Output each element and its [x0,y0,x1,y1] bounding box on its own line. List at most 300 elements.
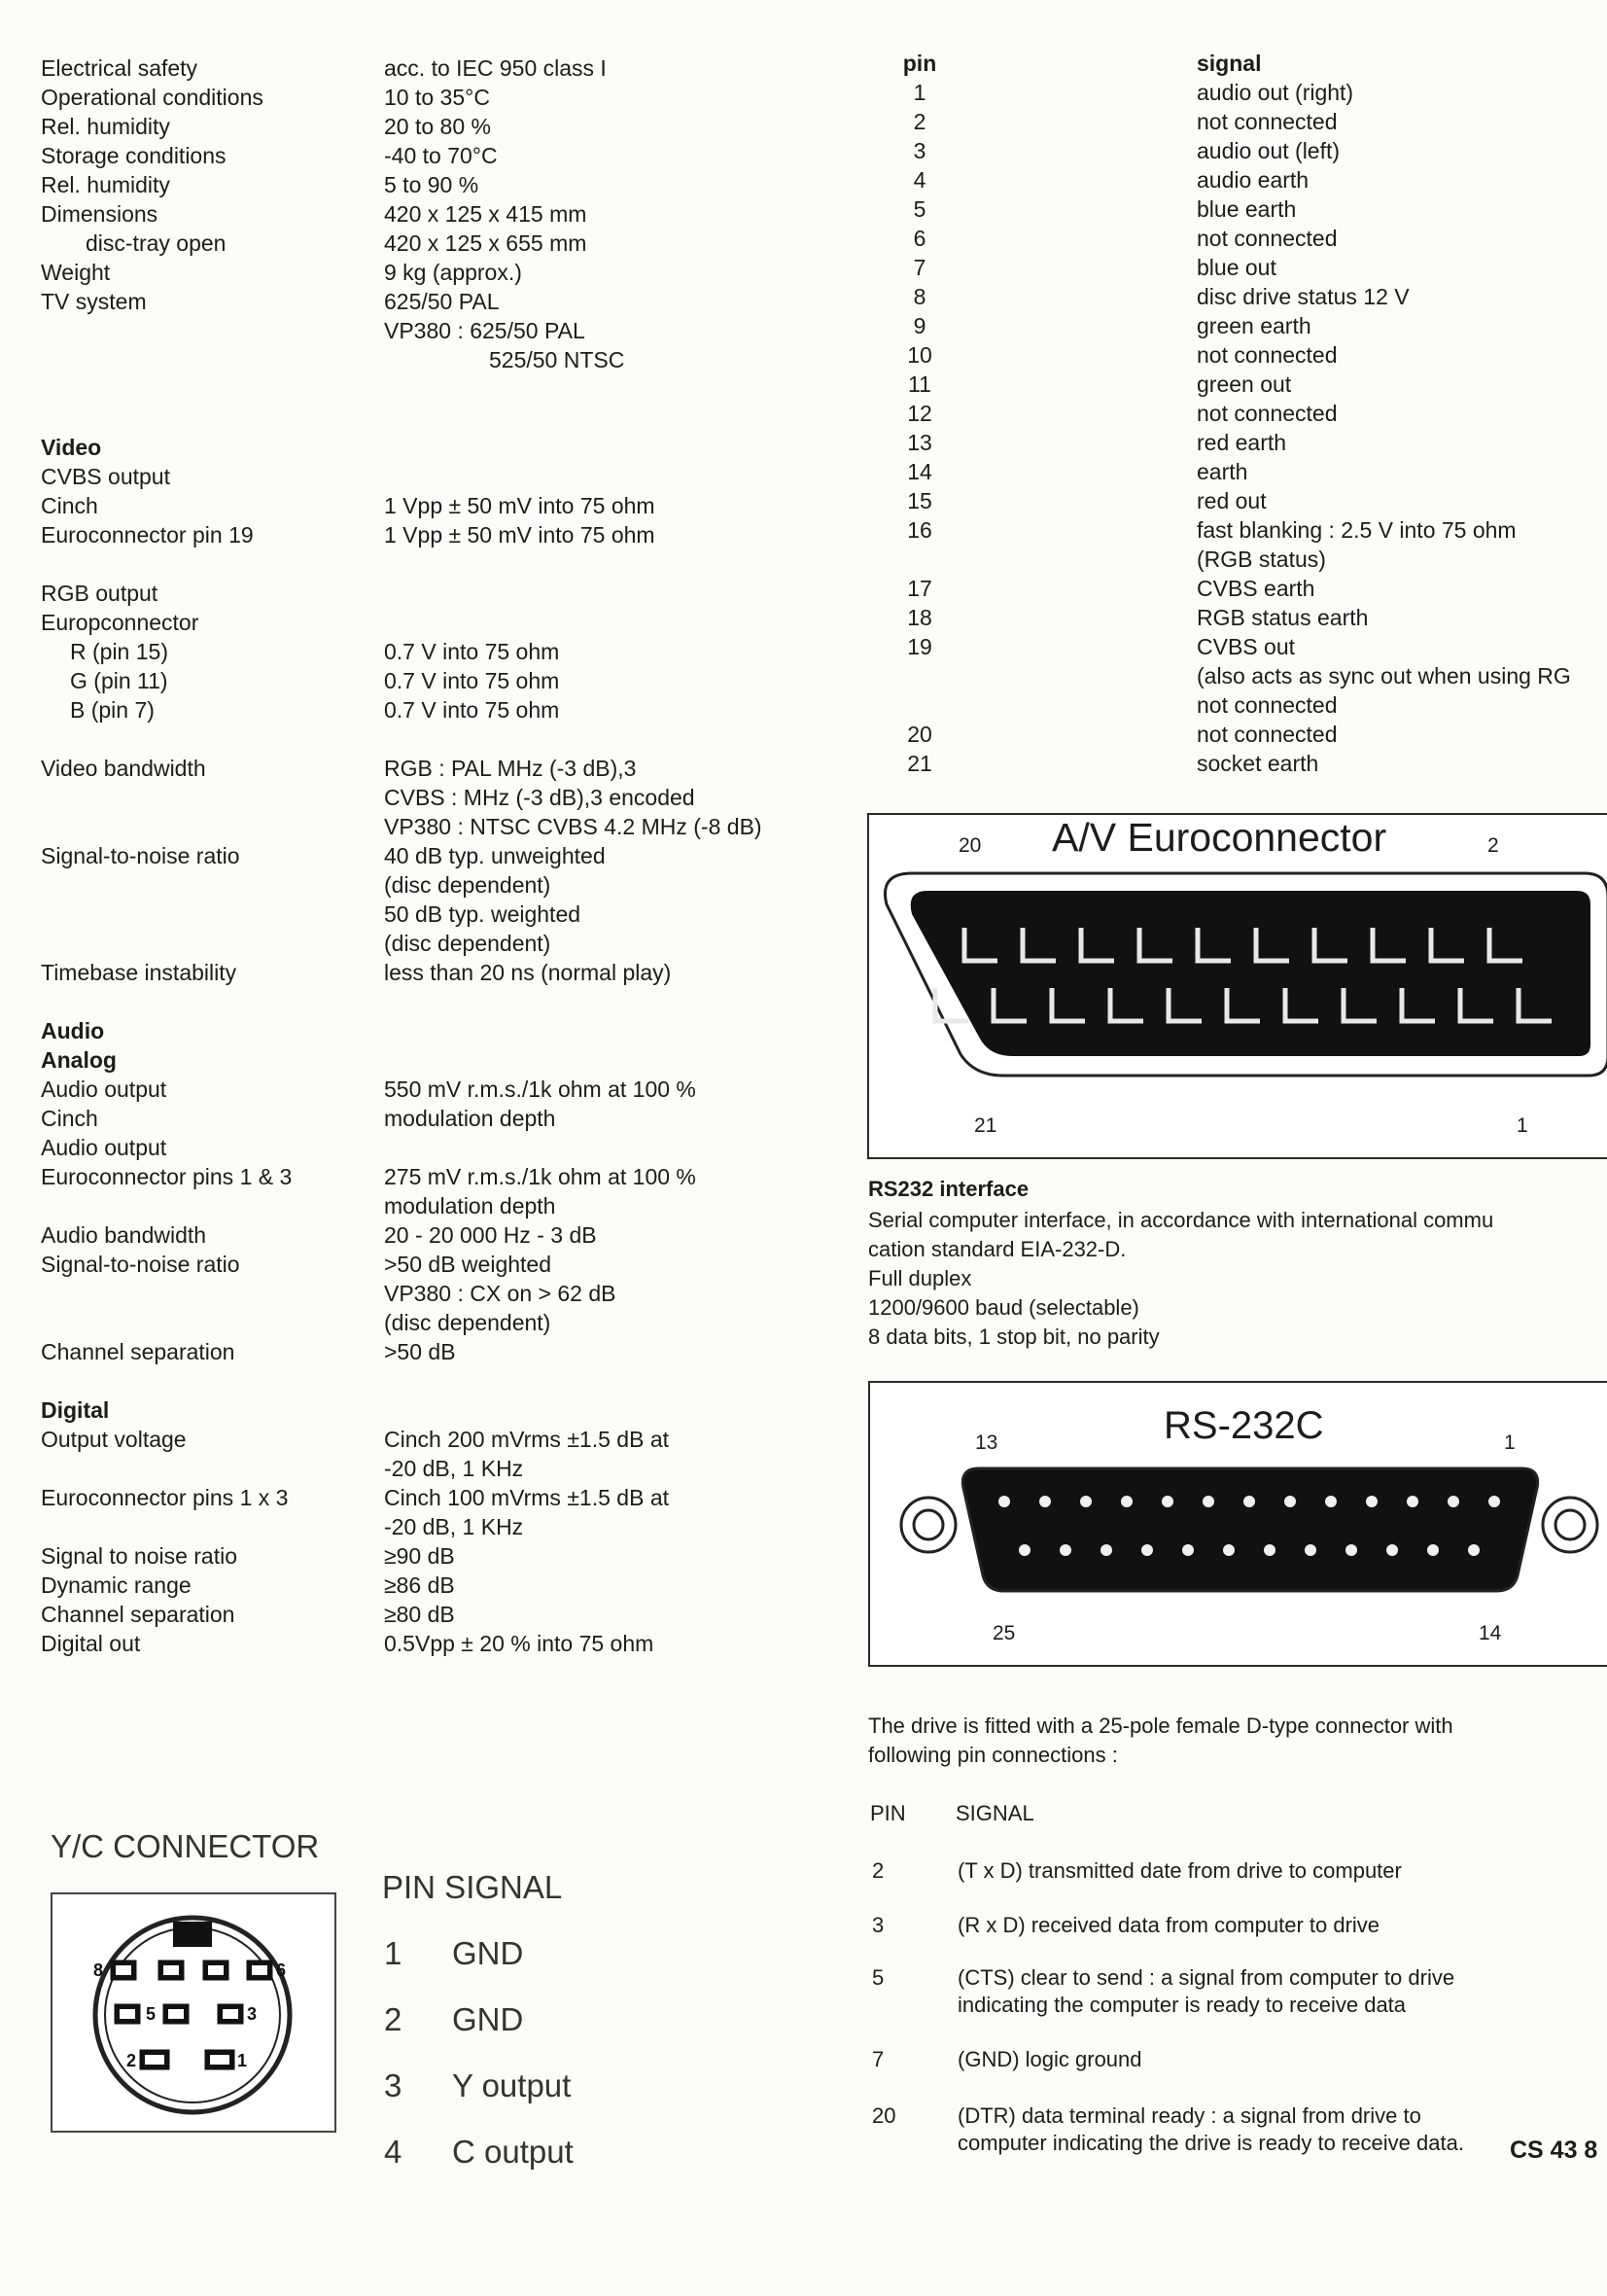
pin-number: 2 [913,109,926,134]
pin-number: 1 [913,80,926,105]
spec-label: R (pin 15) [70,639,168,664]
spec-row [41,608,819,637]
db25-pin [1264,1544,1275,1556]
spec-label: G (pin 11) [70,668,168,693]
db25-pin [1427,1544,1439,1556]
spec-label: RGB output [41,581,158,606]
spec-value: 1 Vpp ± 50 mV into 75 ohm [384,522,655,548]
rs232-signal-desc-line: (R x D) received data from computer to drive [958,1913,1380,1937]
spec-value: modulation depth [384,1106,556,1131]
spec-value: CVBS : MHz (-3 dB),3 encoded [384,785,695,810]
spec-row [41,870,819,900]
pin-row [899,282,1607,311]
yc-pin-row [384,2001,637,2040]
spec-row [41,1600,819,1629]
pin-signal: CVBS earth [1197,576,1315,601]
rs232-signal-desc-line: computer indicating the drive is ready to receive data. [958,2131,1464,2155]
pin-number: 8 [913,284,926,309]
spec-row [41,404,819,433]
av-label-1: 1 [1517,1114,1528,1137]
rs232-signal-pin: 5 [872,1965,885,1990]
av-title: A/V Euroconnector [1052,815,1387,860]
pin-row [899,428,1607,457]
pin-signal: not connected [1197,692,1338,718]
spec-value: 0.7 V into 75 ohm [384,639,560,664]
footer-code: CS 43 8 [1510,2137,1598,2164]
rs232-signal-desc [958,1964,1454,2019]
pin-table-header [899,49,1607,78]
spec-row [41,1045,819,1075]
yc-pin-5: 5 [146,2004,157,2024]
pin-signal: fast blanking : 2.5 V into 75 ohm [1197,517,1517,543]
spec-row [41,462,819,491]
pin-number: 15 [907,488,932,513]
spec-label: Electrical safety [41,55,198,81]
spec-label: Rel. humidity [41,114,170,139]
yc-pin-number: 2 [384,2001,402,2037]
rs232-signal-pin: 3 [872,1913,885,1937]
spec-value: Cinch 200 mVrms ±1.5 dB at [384,1427,670,1452]
av-euroconnector-diagram [867,813,1607,1159]
spec-row [41,1162,819,1191]
yc-pin-1: 1 [237,2051,248,2070]
spec-label: Audio bandwidth [41,1222,207,1248]
db25-pin [1019,1544,1031,1556]
db25-pin [998,1496,1010,1507]
spec-label: Signal-to-noise ratio [41,1252,240,1277]
pin-signal: audio earth [1197,167,1310,193]
pin-row [899,574,1607,603]
spec-label: Dimensions [41,201,158,227]
rs232-label-1: 1 [1504,1431,1516,1454]
pin-signal: (RGB status) [1197,547,1326,572]
spec-label: Audio [41,1018,105,1043]
pin-number: 18 [907,605,932,630]
pin-number: 7 [913,255,926,280]
spec-label: Signal-to-noise ratio [41,843,240,868]
spec-row [41,141,819,170]
spec-value: (disc dependent) [384,1310,551,1335]
spec-value: -20 dB, 1 KHz [384,1456,524,1481]
spec-value: >50 dB [384,1339,456,1364]
db25-pin [1448,1496,1459,1507]
pin-number: 6 [913,226,926,251]
yc-pin-signal: GND [452,2001,524,2037]
db25-pin [1060,1544,1071,1556]
pin-number: 9 [913,313,926,338]
db25-pin [1141,1544,1153,1556]
yc-pin-number: 3 [384,2067,402,2103]
spec-row [41,900,819,929]
pin-signal: not connected [1197,722,1338,747]
rs232-col-signal: SIGNAL [956,1801,1034,1825]
rs232-heading: RS232 interface [868,1177,1030,1201]
spec-label: Output voltage [41,1427,187,1452]
pin-signal: green out [1197,371,1292,397]
pin-row [899,632,1607,661]
spec-row [41,229,819,258]
db25-pin [1386,1544,1398,1556]
pin-number: 16 [907,517,932,543]
spec-value: 1 Vpp ± 50 mV into 75 ohm [384,493,655,518]
spec-value: 40 dB typ. unweighted [384,843,606,868]
spec-label: Signal to noise ratio [41,1543,238,1569]
db25-pin [1243,1496,1255,1507]
db25-pin [1080,1496,1092,1507]
spec-value: 550 mV r.m.s./1k ohm at 100 % [384,1077,696,1102]
spec-value: 525/50 NTSC [489,347,625,372]
spec-value: 0.7 V into 75 ohm [384,668,560,693]
spec-label: Channel separation [41,1602,235,1627]
pin-signal: not connected [1197,226,1338,251]
rs232-line: 1200/9600 baud (selectable) [868,1295,1139,1320]
spec-value: -20 dB, 1 KHz [384,1514,524,1539]
spec-value: VP380 : NTSC CVBS 4.2 MHz (-8 dB) [384,814,762,839]
pin-row [899,515,1607,545]
yc-pin-2: 2 [126,2051,137,2070]
rs232-signal-desc-line: (T x D) transmitted date from drive to computer [958,1858,1402,1883]
pin-number: 20 [907,722,932,747]
spec-list [41,53,819,1658]
spec-row [41,929,819,958]
spec-value: -40 to 70°C [384,143,498,168]
spec-value: (disc dependent) [384,872,551,898]
yc-pin-number: 1 [384,1935,402,1971]
spec-row [41,1279,819,1308]
db25-pin [1162,1496,1173,1507]
rs232-signal-row [872,1964,1591,2019]
pin-number: 21 [907,751,932,776]
spec-label: Cinch [41,493,98,518]
spec-value: 420 x 125 x 415 mm [384,201,587,227]
av-label-20: 20 [959,834,982,857]
spec-row [41,637,819,666]
yc-pin-3: 3 [247,2004,258,2024]
spec-row [41,724,819,754]
spec-value: 420 x 125 x 655 mm [384,230,587,256]
spec-label: Audio output [41,1077,167,1102]
pin-row [899,399,1607,428]
signal-header: signal [1197,51,1262,76]
spec-label: Video bandwidth [41,756,206,781]
spec-label: Timebase instability [41,960,237,985]
spec-row [41,1454,819,1483]
av-label-2: 2 [1487,834,1499,857]
spec-row [41,287,819,316]
spec-row [41,958,819,987]
db25-pin [1284,1496,1296,1507]
db25-pin [1305,1544,1316,1556]
rs232-line: Serial computer interface, in accordance with international commu [868,1208,1494,1232]
rs232-description [868,1206,1493,1352]
spec-row [41,112,819,141]
pin-signal: not connected [1197,401,1338,426]
spec-value: 275 mV r.m.s./1k ohm at 100 % [384,1164,696,1189]
pin-number: 10 [907,342,932,368]
rs232-signal-pin: 2 [872,1858,885,1883]
pin-signal: earth [1197,459,1248,484]
spec-label: Digital [41,1397,110,1423]
spec-value: acc. to IEC 950 class I [384,55,607,81]
pin-row [899,749,1607,778]
spec-row [41,549,819,579]
spec-row [41,812,819,841]
pin-number: 17 [907,576,932,601]
spec-row [41,579,819,608]
spec-value: less than 20 ns (normal play) [384,960,672,985]
spec-label: Europconnector [41,610,199,635]
pin-number: 13 [907,430,932,455]
rs232-signal-desc-line: (GND) logic ground [958,2047,1142,2071]
yc-pin-signal: Y output [452,2067,572,2103]
spec-row [41,1483,819,1512]
db25-pin [1039,1496,1051,1507]
spec-row [41,1512,819,1541]
spec-row [41,53,819,83]
spec-value: 625/50 PAL [384,289,500,314]
rs232-label-25: 25 [993,1622,1016,1644]
spec-row [41,841,819,870]
spec-label: Euroconnector pins 1 x 3 [41,1485,289,1510]
spec-label: CVBS output [41,464,170,489]
spec-label: Channel separation [41,1339,235,1364]
pin-row [899,545,1607,574]
pin-row [899,165,1607,194]
spec-value: VP380 : 625/50 PAL [384,318,585,343]
spec-label: Weight [41,260,111,285]
pin-signal: blue out [1197,255,1276,280]
spec-label: Storage conditions [41,143,227,168]
spec-row [41,374,819,404]
spec-row [41,316,819,345]
spec-label: TV system [41,289,147,314]
spec-row [41,1133,819,1162]
spec-row [41,1075,819,1104]
spec-label: Dynamic range [41,1572,192,1598]
pin-signal: CVBS out [1197,634,1295,659]
yc-pin-row [384,2067,637,2106]
spec-row [41,1366,819,1395]
spec-row [41,433,819,462]
pin-number: 4 [913,167,926,193]
db25-pin [1100,1544,1112,1556]
spec-label: Analog [41,1047,117,1073]
yc-pin-6: 6 [276,1960,287,1980]
spec-label: disc-tray open [86,230,227,256]
rs232-line: Full duplex [868,1266,972,1290]
spec-row [41,1220,819,1250]
spec-value: 10 to 35°C [384,85,490,110]
pin-signal: socket earth [1197,751,1319,776]
scart-connector-icon [877,865,1607,1094]
spec-label: Digital out [41,1631,141,1656]
rs232-diagram [868,1381,1607,1667]
spec-row [41,754,819,783]
rs232-signal-row [872,1912,1591,1939]
rs232-signal-desc [958,2046,1142,2073]
spec-row [41,1250,819,1279]
pin-row [899,136,1607,165]
rs232-line: cation standard EIA-232-D. [868,1237,1127,1261]
db25-connector-icon [890,1463,1607,1608]
rs232-signal-desc-line: (DTR) data terminal ready : a signal from drive to [958,2103,1421,2128]
rs232-intro-line: The drive is fitted with a 25-pole female D-type connector with [868,1713,1453,1738]
spec-label: B (pin 7) [70,697,155,723]
pin-row [899,603,1607,632]
rs232-label-13: 13 [975,1431,998,1454]
spec-value: 50 dB typ. weighted [384,901,581,927]
spec-row [41,199,819,229]
pin-signal: not connected [1197,109,1338,134]
pin-signal: audio out (left) [1197,138,1341,163]
spec-row [41,1308,819,1337]
spec-row [41,1629,819,1658]
rs232-signal-desc [958,2102,1464,2157]
pin-number: 11 [908,371,931,397]
pin-number: 5 [913,196,926,222]
db25-pin [1468,1544,1480,1556]
spec-row [41,491,819,520]
spec-label: Rel. humidity [41,172,170,197]
pin-signal: (also acts as sync out when using RG [1197,663,1571,689]
spec-row [41,783,819,812]
spec-row [41,345,819,374]
pin-header: pin [902,51,937,76]
yc-diagram [51,1892,336,2133]
rs232-intro-line: following pin connections : [868,1743,1118,1767]
pin-signal: not connected [1197,342,1338,368]
yc-pin-row [384,1935,637,1974]
spec-label: Euroconnector pins 1 & 3 [41,1164,293,1189]
db25-pin [1325,1496,1337,1507]
spec-value: VP380 : CX on > 62 dB [384,1281,616,1306]
av-label-21: 21 [974,1114,997,1137]
pin-signal: disc drive status 12 V [1197,284,1410,309]
spec-value: ≥90 dB [384,1543,455,1569]
db25-pin [1203,1496,1214,1507]
spec-row [41,1016,819,1045]
spec-value: ≥86 dB [384,1572,455,1598]
pin-row [899,661,1607,690]
pin-row [899,253,1607,282]
rs232-signal-desc [958,1857,1402,1885]
db25-pin [1345,1544,1357,1556]
pin-row [899,486,1607,515]
mini-din-icon [72,1910,315,2118]
yc-header: PIN SIGNAL [382,1869,563,1905]
spec-label: Cinch [41,1106,98,1131]
spec-row [41,1571,819,1600]
spec-value: >50 dB weighted [384,1252,551,1277]
rs232-intro [868,1712,1453,1770]
spec-label: Video [41,435,102,460]
pin-row [899,194,1607,224]
db25-pin [1488,1496,1500,1507]
pin-row [899,370,1607,399]
spec-row [41,1425,819,1454]
yc-pin-row [384,2134,637,2172]
spec-row [41,1541,819,1571]
pin-row [899,457,1607,486]
pin-signal: audio out (right) [1197,80,1354,105]
rs232-signal-row [872,2102,1591,2157]
pin-number: 14 [907,459,932,484]
pin-row [899,690,1607,720]
pin-signal: RGB status earth [1197,605,1369,630]
pin-row [899,224,1607,253]
rs232-signal-row [872,1857,1591,1885]
spec-value: ≥80 dB [384,1602,455,1627]
pin-signal: red earth [1197,430,1287,455]
spec-row [41,258,819,287]
pin-row [899,340,1607,370]
yc-pin-signal: GND [452,1935,524,1971]
rs232-signal-pin: 20 [872,2103,896,2128]
pin-number: 3 [913,138,926,163]
spec-value: Cinch 100 mVrms ±1.5 dB at [384,1485,670,1510]
spec-value: 9 kg (approx.) [384,260,522,285]
spec-row [41,666,819,695]
rs232-title: RS-232C [1164,1404,1324,1447]
spec-value: 20 to 80 % [384,114,491,139]
spec-value: 0.7 V into 75 ohm [384,697,560,723]
spec-row [41,520,819,549]
pin-signal: red out [1197,488,1267,513]
rs232-signal-desc-line: (CTS) clear to send : a signal from computer to drive [958,1965,1455,1990]
pin-signal: green earth [1197,313,1311,338]
db25-pin [1223,1544,1235,1556]
rs232-col-pin: PIN [870,1801,906,1825]
spec-row [41,1191,819,1220]
spec-value: RGB : PAL MHz (-3 dB),3 [384,756,637,781]
spec-value: (disc dependent) [384,931,551,956]
pin-signal: blue earth [1197,196,1297,222]
spec-label: Operational conditions [41,85,263,110]
pin-row [899,78,1607,107]
pin-number: 19 [907,634,932,659]
spec-value: 0.5Vpp ± 20 % into 75 ohm [384,1631,654,1656]
pin-number: 12 [907,401,932,426]
db25-pin [1182,1544,1194,1556]
rs232-line: 8 data bits, 1 stop bit, no parity [868,1325,1160,1349]
spec-row [41,987,819,1016]
spec-row [41,695,819,724]
db25-pin [1366,1496,1378,1507]
rs232-signal-desc [958,1912,1380,1939]
yc-pin-8: 8 [93,1960,104,1980]
spec-row [41,170,819,199]
yc-pin-signal: C output [452,2134,574,2170]
spec-row [41,83,819,112]
spec-row [41,1104,819,1133]
spec-value: 5 to 90 % [384,172,479,197]
spec-value: 20 - 20 000 Hz - 3 dB [384,1222,597,1248]
spec-value: modulation depth [384,1193,556,1219]
rs232-signal-row [872,2046,1591,2073]
av-pin-table [899,49,1607,778]
rs232-signal-desc-line: indicating the computer is ready to receive data [958,1993,1407,2017]
pin-row [899,107,1607,136]
db25-pin [1407,1496,1418,1507]
spec-row [41,1395,819,1425]
rs232-label-14: 14 [1479,1622,1502,1644]
pin-row [899,311,1607,340]
spec-label: Euroconnector pin 19 [41,522,254,548]
db25-pin [1121,1496,1133,1507]
spec-row [41,1337,819,1366]
pin-row [899,720,1607,749]
yc-title: Y/C CONNECTOR [51,1828,320,1864]
